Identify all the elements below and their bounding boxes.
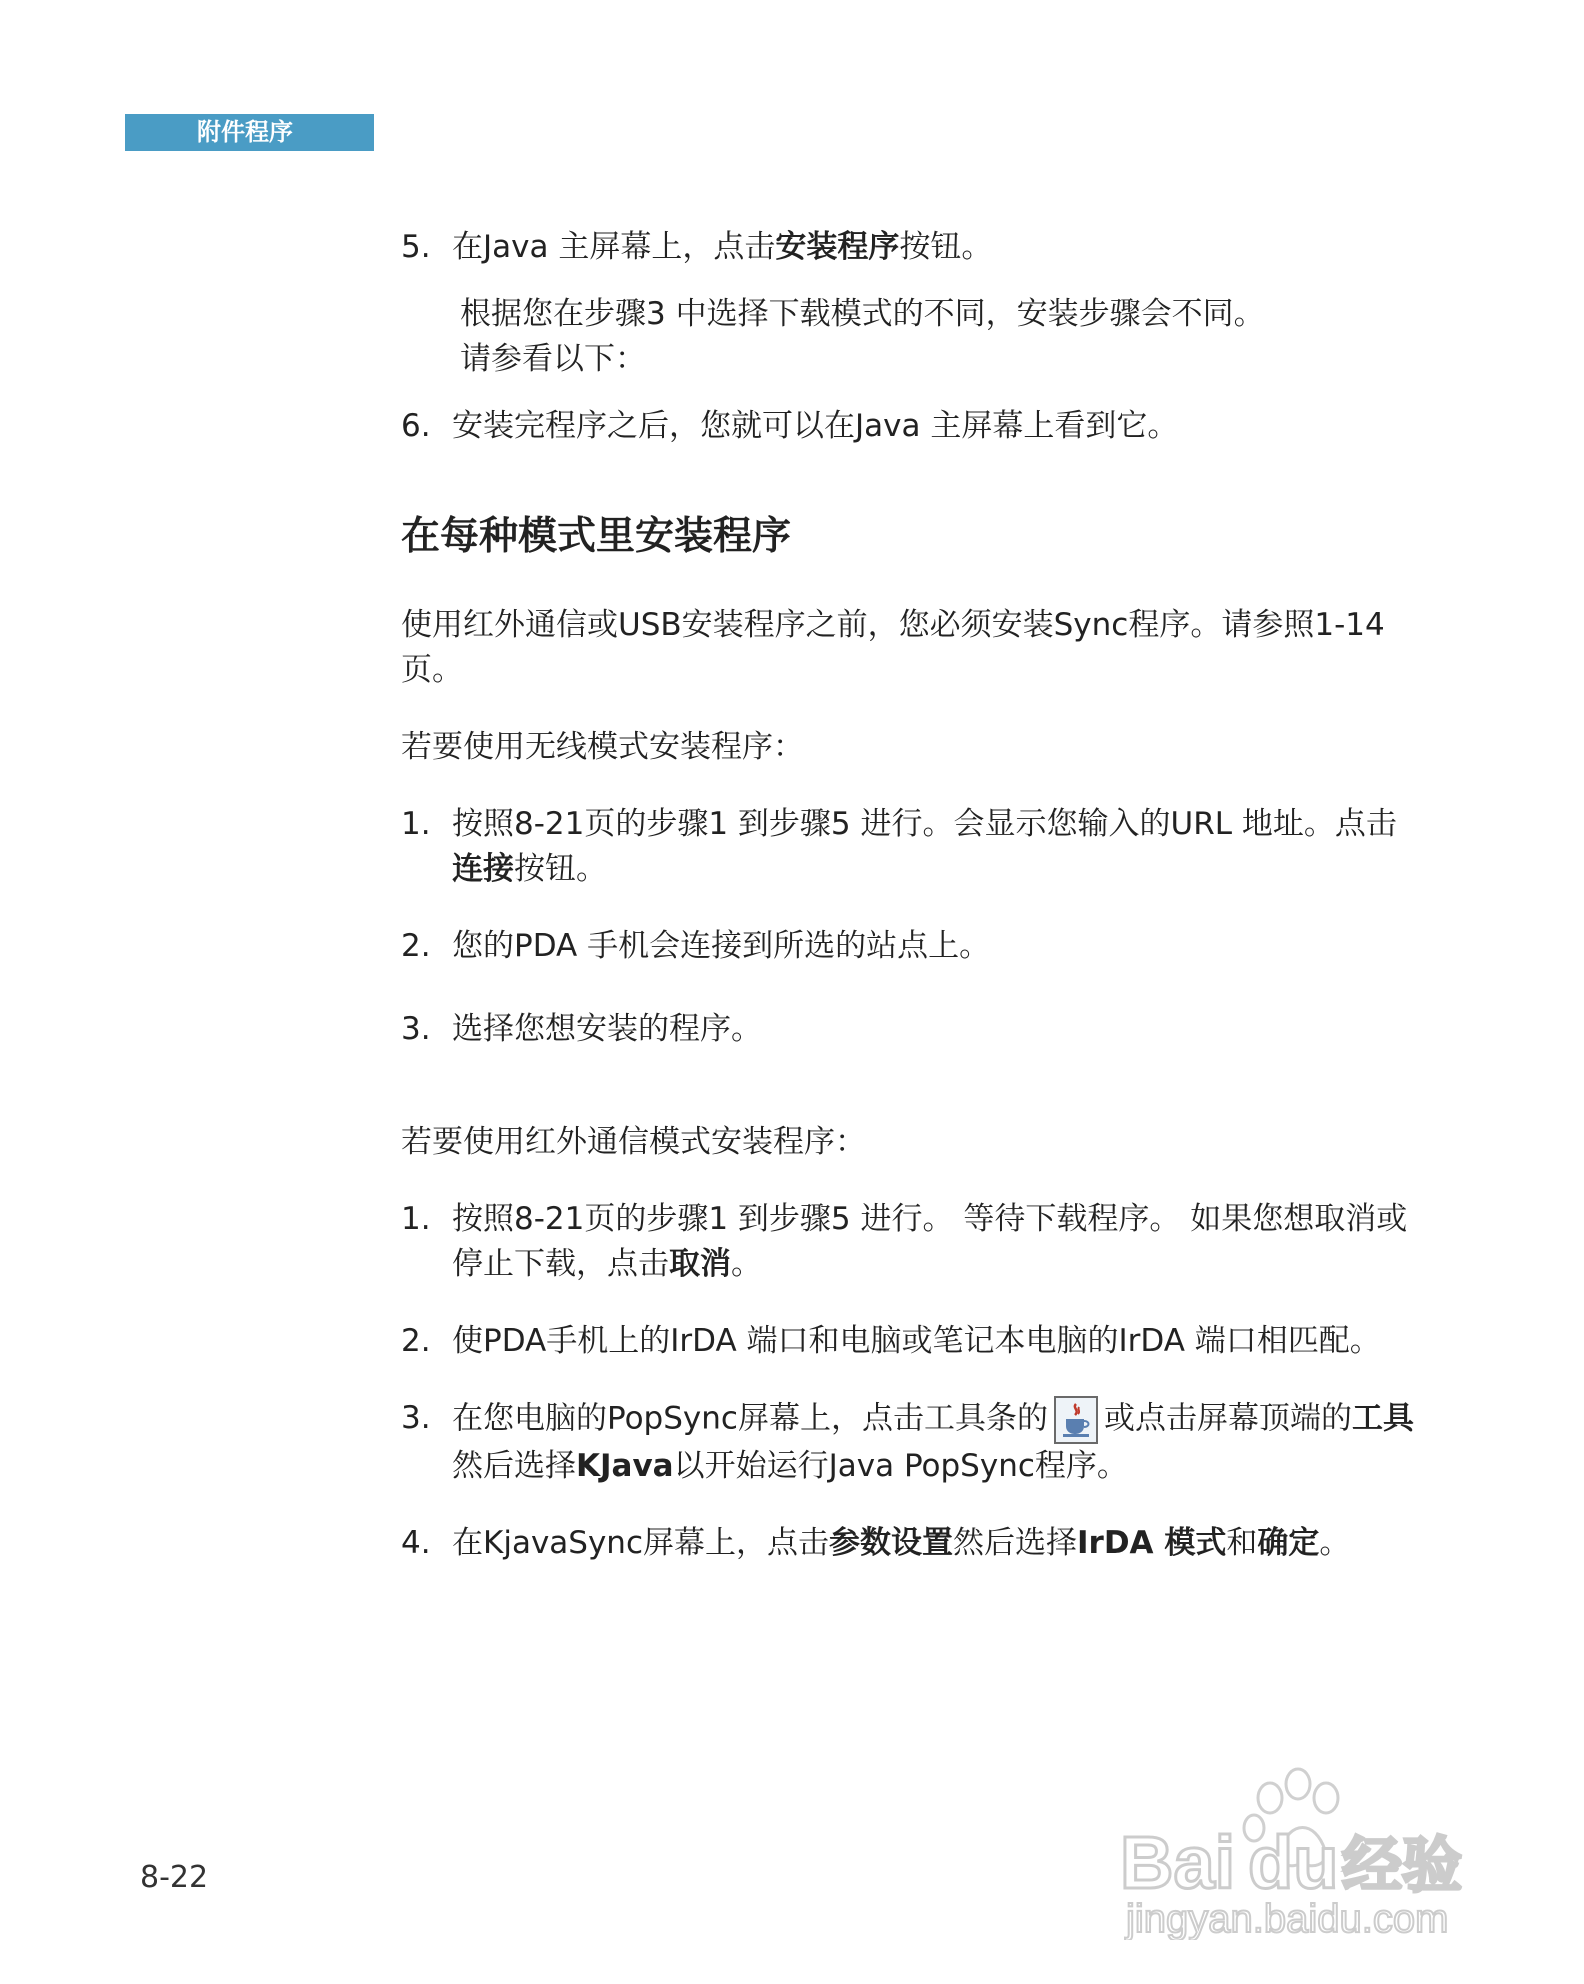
section-tag: 附件程序 — [125, 114, 374, 151]
infrared-step-item — [401, 1197, 1421, 1287]
wireless-step-item — [401, 924, 1421, 969]
step-number: 2. — [401, 928, 431, 964]
wireless-heading: 若要使用无线模式安装程序： — [401, 729, 804, 765]
step-note: 根据您在步骤3 中选择下载模式的不同，安装步骤会不同。 请参看以下： — [460, 296, 1265, 377]
baidu-jingyan-watermark — [1120, 1740, 1510, 1940]
step-text: 安装完程序之后，您就可以在Java 主屏幕上看到它。 — [452, 408, 1179, 444]
step-number: 1. — [401, 806, 431, 842]
step-number: 2. — [401, 1323, 431, 1359]
step-item — [401, 225, 1421, 270]
irda-mode-label: IrDA 模式 — [1077, 1525, 1227, 1561]
step-number: 1. — [401, 1201, 431, 1237]
wireless-step-item — [401, 1007, 1421, 1052]
wireless-step-item — [401, 802, 1421, 892]
step-text: 按照8-21页的步骤1 到步骤5 进行。会显示您输入的URL 地址。点击连接按钮。 — [452, 806, 1397, 887]
step-text: 按照8-21页的步骤1 到步骤5 进行。 等待下载程序。 如果您想取消或停止下载，点击取消。 — [452, 1201, 1408, 1282]
connect-label: 连接 — [452, 851, 514, 887]
step-number: 3. — [401, 1011, 431, 1047]
step-item — [401, 404, 1421, 449]
step-text: 选择您想安装的程序。 — [452, 1011, 762, 1047]
svg-text:du: du — [1248, 1821, 1339, 1904]
step-number: 6. — [401, 408, 431, 444]
step-number: 4. — [401, 1525, 431, 1561]
section-intro: 使用红外通信或USB安装程序之前，您必须安装Sync程序。请参照1-14页。 — [401, 607, 1385, 688]
step-text: 在您电脑的PopSync屏幕上，点击工具条的 或点击屏幕顶端的工具然后选择KJava以开始运行Java PopSync程序。 — [452, 1396, 1421, 1489]
main-content — [401, 225, 1421, 1566]
svg-text:经验: 经验 — [1342, 1831, 1462, 1901]
step-text: 在Java 主屏幕上，点击安装程序按钮。 — [452, 229, 993, 265]
cancel-label: 取消 — [669, 1246, 731, 1282]
infrared-step-item — [401, 1521, 1421, 1566]
tools-label: 工具 — [1351, 1400, 1414, 1437]
infrared-heading: 若要使用红外通信模式安装程序： — [401, 1124, 866, 1160]
step-text: 在KjavaSync屏幕上，点击参数设置然后选择IrDA 模式和确定。 — [452, 1525, 1351, 1561]
parameter-settings-label: 参数设置 — [829, 1525, 953, 1561]
java-popsync-icon — [1054, 1396, 1098, 1444]
section-title: 在每种模式里安装程序 — [401, 514, 792, 559]
svg-text:Bai: Bai — [1120, 1821, 1236, 1904]
step-number: 5. — [401, 229, 431, 265]
install-program-label: 安装程序 — [775, 229, 900, 265]
step-number: 3. — [401, 1400, 431, 1436]
infrared-step-item — [401, 1396, 1421, 1489]
step-text: 您的PDA 手机会连接到所选的站点上。 — [452, 928, 991, 964]
infrared-step-item — [401, 1319, 1421, 1364]
step-text: 使PDA手机上的IrDA 端口和电脑或笔记本电脑的IrDA 端口相匹配。 — [452, 1323, 1381, 1359]
page-number: 8-22 — [140, 1860, 209, 1895]
svg-text:jingyan.baidu.com: jingyan.baidu.com — [1126, 1897, 1449, 1940]
ok-label: 确定 — [1257, 1525, 1320, 1561]
kjava-label: KJava — [576, 1448, 674, 1484]
